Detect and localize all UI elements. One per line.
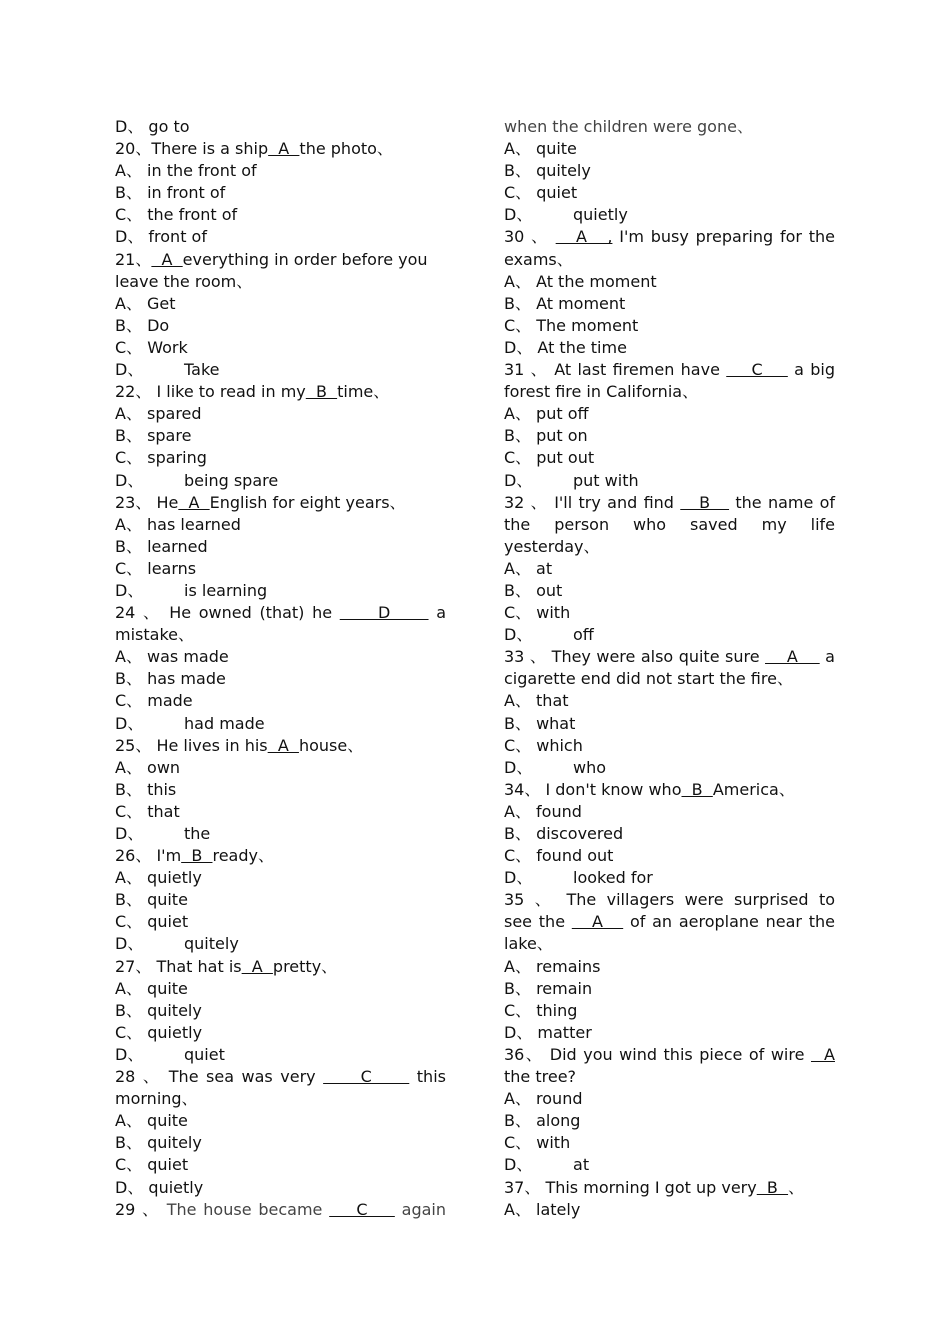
text-segment: last bbox=[577, 360, 607, 380]
text-segment: The bbox=[168, 1067, 199, 1087]
text-segment: exams、 bbox=[504, 249, 573, 269]
answer-blank: D bbox=[339, 603, 429, 623]
text-segment: B、 learned bbox=[115, 536, 208, 556]
text-line bbox=[115, 381, 446, 403]
answer-blank: A bbox=[241, 956, 273, 976]
answer-blank: A bbox=[571, 912, 624, 932]
text-segment: ready、 bbox=[212, 846, 274, 866]
text-segment: A、 in the front of bbox=[115, 161, 257, 181]
text-segment: C、 learns bbox=[115, 558, 197, 578]
text-segment: 24 、 bbox=[115, 603, 162, 623]
text-line bbox=[115, 1066, 446, 1088]
text-segment: this bbox=[416, 1067, 446, 1087]
text-segment: I'm bbox=[619, 227, 644, 247]
text-line bbox=[504, 580, 835, 602]
text-segment: C、 made bbox=[115, 691, 193, 711]
text-segment: also bbox=[640, 647, 674, 667]
text-segment: the bbox=[538, 912, 566, 932]
text-segment: and bbox=[607, 492, 638, 512]
text-segment: 37、 This morning I got up very bbox=[504, 1177, 757, 1197]
answer-blank: C bbox=[726, 360, 788, 380]
text-segment: the photo、 bbox=[299, 139, 393, 159]
text-segment: B、 spare bbox=[115, 426, 192, 446]
right-column bbox=[504, 116, 835, 1221]
text-segment: of bbox=[629, 912, 646, 932]
text-line bbox=[504, 160, 835, 182]
text-segment: B、 quite bbox=[115, 890, 188, 910]
text-segment: quite bbox=[678, 647, 720, 667]
answer-blank: C bbox=[329, 1199, 395, 1219]
left-column bbox=[115, 116, 446, 1221]
text-line bbox=[115, 558, 446, 580]
text-segment: when the children were gone、 bbox=[504, 117, 753, 136]
text-segment: morning、 bbox=[115, 1089, 198, 1109]
answer-blank: B bbox=[681, 779, 713, 799]
answer-blank: B bbox=[181, 846, 213, 866]
text-segment: C、 put out bbox=[504, 448, 595, 468]
text-line bbox=[504, 956, 835, 978]
text-segment: A、 has learned bbox=[115, 514, 241, 534]
text-segment: 27、 That hat is bbox=[115, 956, 242, 976]
text-segment: 、 bbox=[788, 1177, 805, 1197]
text-segment: Did bbox=[549, 1044, 577, 1064]
text-line bbox=[115, 182, 446, 204]
text-segment: 30 、 bbox=[504, 227, 549, 247]
text-segment: C、 which bbox=[504, 735, 583, 755]
text-line bbox=[115, 514, 446, 536]
text-line bbox=[504, 779, 835, 801]
text-line bbox=[115, 956, 446, 978]
text-segment: time、 bbox=[337, 382, 390, 402]
text-line bbox=[504, 823, 835, 845]
text-segment: yesterday、 bbox=[504, 536, 600, 556]
text-line bbox=[115, 668, 446, 690]
text-line bbox=[504, 182, 835, 204]
text-line bbox=[115, 823, 446, 845]
text-line bbox=[504, 293, 835, 315]
text-segment: to bbox=[818, 890, 836, 910]
text-segment: preparing bbox=[695, 227, 774, 247]
text-segment: C、 found out bbox=[504, 846, 614, 866]
text-segment: D、 the bbox=[115, 824, 211, 843]
text-line bbox=[115, 911, 446, 933]
text-line bbox=[115, 602, 446, 624]
text-line bbox=[115, 1199, 446, 1221]
text-segment: 33 、 bbox=[504, 647, 547, 667]
text-line bbox=[115, 271, 446, 293]
text-line bbox=[115, 1022, 446, 1044]
text-segment: B、 Do bbox=[115, 315, 170, 335]
text-segment: find bbox=[643, 492, 674, 512]
text-line bbox=[115, 403, 446, 425]
text-line bbox=[504, 735, 835, 757]
text-segment: B、 along bbox=[504, 1111, 581, 1131]
text-line bbox=[115, 1154, 446, 1176]
text-segment: cigarette end did not start the fire、 bbox=[504, 669, 793, 689]
text-segment: see bbox=[504, 912, 533, 932]
text-line bbox=[504, 492, 835, 514]
text-segment: house、 bbox=[298, 735, 364, 755]
text-segment: villagers bbox=[606, 890, 675, 910]
text-segment: B、 quitely bbox=[504, 161, 591, 181]
text-line bbox=[504, 1022, 835, 1044]
text-segment: A、 lately bbox=[504, 1199, 581, 1219]
text-segment: the bbox=[808, 912, 836, 932]
text-line bbox=[504, 116, 835, 138]
text-line bbox=[504, 646, 835, 668]
text-line bbox=[115, 757, 446, 779]
text-segment: B、 quitely bbox=[115, 1000, 202, 1020]
text-line bbox=[504, 1177, 835, 1199]
text-line bbox=[115, 204, 446, 226]
text-segment: D、 who bbox=[504, 757, 607, 777]
text-segment: D、 Take bbox=[115, 360, 220, 380]
text-segment: A、 quite bbox=[115, 1111, 188, 1131]
text-line bbox=[504, 249, 835, 271]
text-segment: A、 At the moment bbox=[504, 271, 657, 291]
text-line bbox=[504, 536, 835, 558]
text-segment: person bbox=[554, 514, 610, 534]
text-segment: 20、There is a ship bbox=[115, 139, 269, 159]
text-segment: A、 at bbox=[504, 558, 553, 578]
text-segment: The bbox=[566, 890, 597, 910]
text-line bbox=[115, 713, 446, 735]
text-segment: was bbox=[241, 1067, 273, 1087]
answer-blank: B bbox=[756, 1177, 789, 1197]
text-segment: saved bbox=[690, 514, 738, 534]
text-segment: C、 thing bbox=[504, 1000, 578, 1020]
text-segment: wire bbox=[770, 1044, 805, 1064]
answer-blank: A bbox=[268, 139, 300, 159]
text-segment: B、 what bbox=[504, 713, 576, 733]
text-segment: D、 quietly bbox=[115, 1177, 204, 1197]
text-segment: 34、 I don't know who bbox=[504, 779, 682, 799]
text-segment: piece bbox=[699, 1044, 743, 1064]
answer-blank: A , bbox=[555, 227, 613, 247]
text-segment: have bbox=[680, 360, 720, 380]
text-segment: D、 is learning bbox=[115, 580, 268, 600]
text-line bbox=[504, 558, 835, 580]
text-segment: C、 with bbox=[504, 1133, 571, 1153]
text-segment: a bbox=[794, 360, 804, 380]
text-segment: A、 quite bbox=[504, 139, 577, 159]
text-line bbox=[115, 536, 446, 558]
text-line bbox=[504, 514, 835, 536]
text-segment: (that) bbox=[259, 603, 305, 623]
text-segment: A、 quite bbox=[115, 978, 188, 998]
text-segment: D、 put with bbox=[504, 470, 639, 490]
text-line bbox=[115, 337, 446, 359]
text-segment: try bbox=[578, 492, 601, 512]
text-segment: he bbox=[312, 603, 333, 623]
text-segment: firemen bbox=[612, 360, 675, 380]
text-line bbox=[115, 492, 446, 514]
text-line bbox=[504, 1088, 835, 1110]
text-line bbox=[504, 889, 835, 911]
text-line bbox=[504, 690, 835, 712]
text-line bbox=[504, 933, 835, 955]
text-segment: 36、 bbox=[504, 1044, 544, 1064]
text-line bbox=[504, 978, 835, 1000]
text-segment: surprised bbox=[733, 890, 809, 910]
text-segment: aeroplane bbox=[678, 912, 759, 932]
text-segment: They bbox=[551, 647, 591, 667]
text-segment: D、 quitely bbox=[115, 934, 239, 954]
text-segment: C、 the front of bbox=[115, 205, 238, 225]
text-segment: leave the room、 bbox=[115, 271, 253, 291]
text-segment: a bbox=[436, 603, 446, 623]
text-segment: C、 quiet bbox=[115, 1155, 189, 1175]
text-line bbox=[504, 1044, 835, 1066]
text-segment: became bbox=[258, 1199, 323, 1219]
text-line bbox=[504, 425, 835, 447]
text-segment: B、 has made bbox=[115, 669, 226, 689]
text-line bbox=[115, 1044, 446, 1066]
text-segment: name bbox=[767, 492, 814, 512]
text-line bbox=[504, 911, 835, 933]
text-line bbox=[504, 867, 835, 889]
text-line bbox=[504, 713, 835, 735]
text-line bbox=[504, 845, 835, 867]
text-segment: again bbox=[401, 1199, 446, 1219]
text-line bbox=[115, 293, 446, 315]
answer-blank: A bbox=[267, 735, 299, 755]
text-segment: you bbox=[583, 1044, 613, 1064]
text-line bbox=[115, 801, 446, 823]
text-line bbox=[504, 204, 835, 226]
text-segment: A、 that bbox=[504, 691, 569, 711]
text-segment: D、 off bbox=[504, 625, 594, 645]
text-segment: D、 quietly bbox=[504, 205, 628, 225]
text-segment: lake、 bbox=[504, 934, 553, 954]
text-segment: 25、 He lives in his bbox=[115, 735, 268, 755]
text-segment: 29 、 bbox=[115, 1199, 160, 1219]
text-segment: C、 quietly bbox=[115, 1022, 203, 1042]
text-line bbox=[504, 1132, 835, 1154]
text-line bbox=[504, 1199, 835, 1221]
text-segment: B、 discovered bbox=[504, 824, 624, 843]
text-segment: C、 that bbox=[115, 801, 180, 821]
text-line bbox=[504, 403, 835, 425]
text-segment: D、 quiet bbox=[115, 1044, 225, 1064]
text-line bbox=[504, 271, 835, 293]
text-line bbox=[115, 978, 446, 1000]
text-segment: pretty、 bbox=[272, 956, 338, 976]
text-line bbox=[115, 315, 446, 337]
text-segment: a bbox=[825, 647, 835, 667]
text-segment: B、 quitely bbox=[115, 1133, 202, 1153]
text-line bbox=[504, 1000, 835, 1022]
text-segment: 23、 He bbox=[115, 492, 179, 512]
answer-blank: A bbox=[178, 492, 210, 512]
text-segment: 21、 bbox=[115, 249, 152, 269]
text-line bbox=[115, 447, 446, 469]
text-segment: D、 go to bbox=[115, 117, 190, 136]
text-segment: were bbox=[684, 890, 724, 910]
text-line bbox=[115, 690, 446, 712]
text-line bbox=[504, 624, 835, 646]
text-segment: busy bbox=[650, 227, 689, 247]
text-line bbox=[115, 1110, 446, 1132]
text-segment: A、 own bbox=[115, 757, 181, 777]
text-line bbox=[504, 1154, 835, 1176]
text-segment: sure bbox=[725, 647, 760, 667]
text-segment: America、 bbox=[712, 779, 795, 799]
text-line bbox=[504, 602, 835, 624]
text-segment: C、 quiet bbox=[115, 912, 189, 932]
text-segment: 28 、 bbox=[115, 1067, 162, 1087]
text-segment: 32 、 bbox=[504, 492, 548, 512]
text-segment: 26、 I'm bbox=[115, 846, 182, 866]
text-line bbox=[504, 757, 835, 779]
text-line bbox=[115, 138, 446, 160]
text-segment: 22、 I like to read in my bbox=[115, 382, 306, 402]
text-line bbox=[504, 470, 835, 492]
text-segment: A、 was made bbox=[115, 647, 229, 667]
answer-blank: B bbox=[680, 492, 730, 512]
text-segment: everything in order before you bbox=[182, 249, 428, 269]
text-segment: B、 in front of bbox=[115, 183, 226, 203]
text-line bbox=[115, 646, 446, 668]
text-segment: B、 put on bbox=[504, 426, 588, 446]
text-segment: B、 out bbox=[504, 580, 563, 600]
answer-blank: A bbox=[151, 249, 183, 269]
text-segment: 35 、 bbox=[504, 890, 557, 910]
text-line bbox=[115, 160, 446, 182]
text-line bbox=[504, 447, 835, 469]
text-line bbox=[504, 226, 835, 248]
text-segment: very bbox=[280, 1067, 316, 1087]
text-segment: A、 round bbox=[504, 1089, 583, 1109]
text-segment: forest fire in California、 bbox=[504, 382, 699, 402]
text-line bbox=[504, 1110, 835, 1132]
text-line bbox=[115, 779, 446, 801]
text-line bbox=[115, 624, 446, 646]
text-segment: life bbox=[810, 514, 836, 534]
text-segment: D、 at bbox=[504, 1155, 590, 1175]
text-line bbox=[115, 116, 446, 138]
text-line bbox=[115, 1132, 446, 1154]
text-segment: D、 front of bbox=[115, 227, 207, 247]
text-segment: 31 、 bbox=[504, 360, 548, 380]
text-segment: A、 quietly bbox=[115, 868, 202, 888]
text-line bbox=[504, 1066, 835, 1088]
text-segment: the bbox=[735, 492, 762, 512]
text-line bbox=[115, 1000, 446, 1022]
text-line bbox=[504, 801, 835, 823]
text-segment: my bbox=[761, 514, 787, 534]
text-segment: of bbox=[819, 492, 836, 512]
text-line bbox=[115, 359, 446, 381]
text-segment: an bbox=[652, 912, 673, 932]
text-segment: At bbox=[554, 360, 572, 380]
text-line bbox=[504, 315, 835, 337]
text-segment: were bbox=[596, 647, 636, 667]
text-segment: D、 had made bbox=[115, 713, 265, 733]
text-segment: who bbox=[633, 514, 667, 534]
text-segment: D、 looked for bbox=[504, 868, 653, 888]
text-segment: of bbox=[748, 1044, 765, 1064]
text-line bbox=[115, 249, 446, 271]
text-segment: this bbox=[663, 1044, 693, 1064]
text-segment: big bbox=[810, 360, 836, 380]
text-line bbox=[504, 381, 835, 403]
answer-blank: A bbox=[765, 647, 820, 667]
answer-blank: B bbox=[305, 382, 338, 402]
text-segment: the tree? bbox=[504, 1067, 577, 1087]
text-segment: C、 The moment bbox=[504, 315, 639, 335]
text-segment: near bbox=[765, 912, 802, 932]
text-segment: the bbox=[808, 227, 835, 247]
text-segment: He bbox=[169, 603, 192, 623]
answer-blank: C bbox=[323, 1067, 410, 1087]
text-line bbox=[115, 889, 446, 911]
text-segment: D、 At the time bbox=[504, 337, 627, 357]
text-line bbox=[504, 359, 835, 381]
text-line bbox=[504, 668, 835, 690]
text-line bbox=[504, 138, 835, 160]
text-line bbox=[115, 735, 446, 757]
text-line bbox=[115, 1088, 446, 1110]
text-segment: A、 spared bbox=[115, 404, 202, 424]
text-line bbox=[115, 470, 446, 492]
text-segment: C、 with bbox=[504, 603, 571, 623]
text-segment: wind bbox=[619, 1044, 657, 1064]
text-segment: the bbox=[504, 514, 531, 534]
text-segment: A、 put off bbox=[504, 404, 589, 424]
text-segment: D、 being spare bbox=[115, 470, 279, 490]
text-segment: house bbox=[203, 1199, 252, 1219]
text-line bbox=[115, 580, 446, 602]
text-segment: A、 Get bbox=[115, 293, 176, 313]
text-line bbox=[115, 226, 446, 248]
text-segment: B、 At moment bbox=[504, 293, 626, 313]
text-segment: B、 remain bbox=[504, 978, 593, 998]
text-segment: A、 found bbox=[504, 801, 582, 821]
text-segment: D、 matter bbox=[504, 1022, 592, 1042]
text-segment: owned bbox=[198, 603, 252, 623]
answer-blank: A bbox=[810, 1044, 835, 1064]
text-line bbox=[115, 425, 446, 447]
text-segment: for bbox=[779, 227, 802, 247]
text-segment: B、 this bbox=[115, 779, 177, 799]
text-segment: A、 remains bbox=[504, 956, 601, 976]
text-line bbox=[115, 867, 446, 889]
text-segment: English for eight years、 bbox=[209, 492, 406, 512]
text-segment: The bbox=[166, 1199, 197, 1219]
text-line bbox=[504, 337, 835, 359]
text-segment: C、 Work bbox=[115, 337, 188, 357]
text-segment: mistake、 bbox=[115, 625, 194, 645]
text-line bbox=[115, 1177, 446, 1199]
text-line bbox=[115, 845, 446, 867]
text-line bbox=[115, 933, 446, 955]
text-segment: C、 quiet bbox=[504, 183, 578, 203]
text-segment: I'll bbox=[554, 492, 573, 512]
text-segment: sea bbox=[206, 1067, 235, 1087]
text-segment: C、 sparing bbox=[115, 448, 207, 468]
